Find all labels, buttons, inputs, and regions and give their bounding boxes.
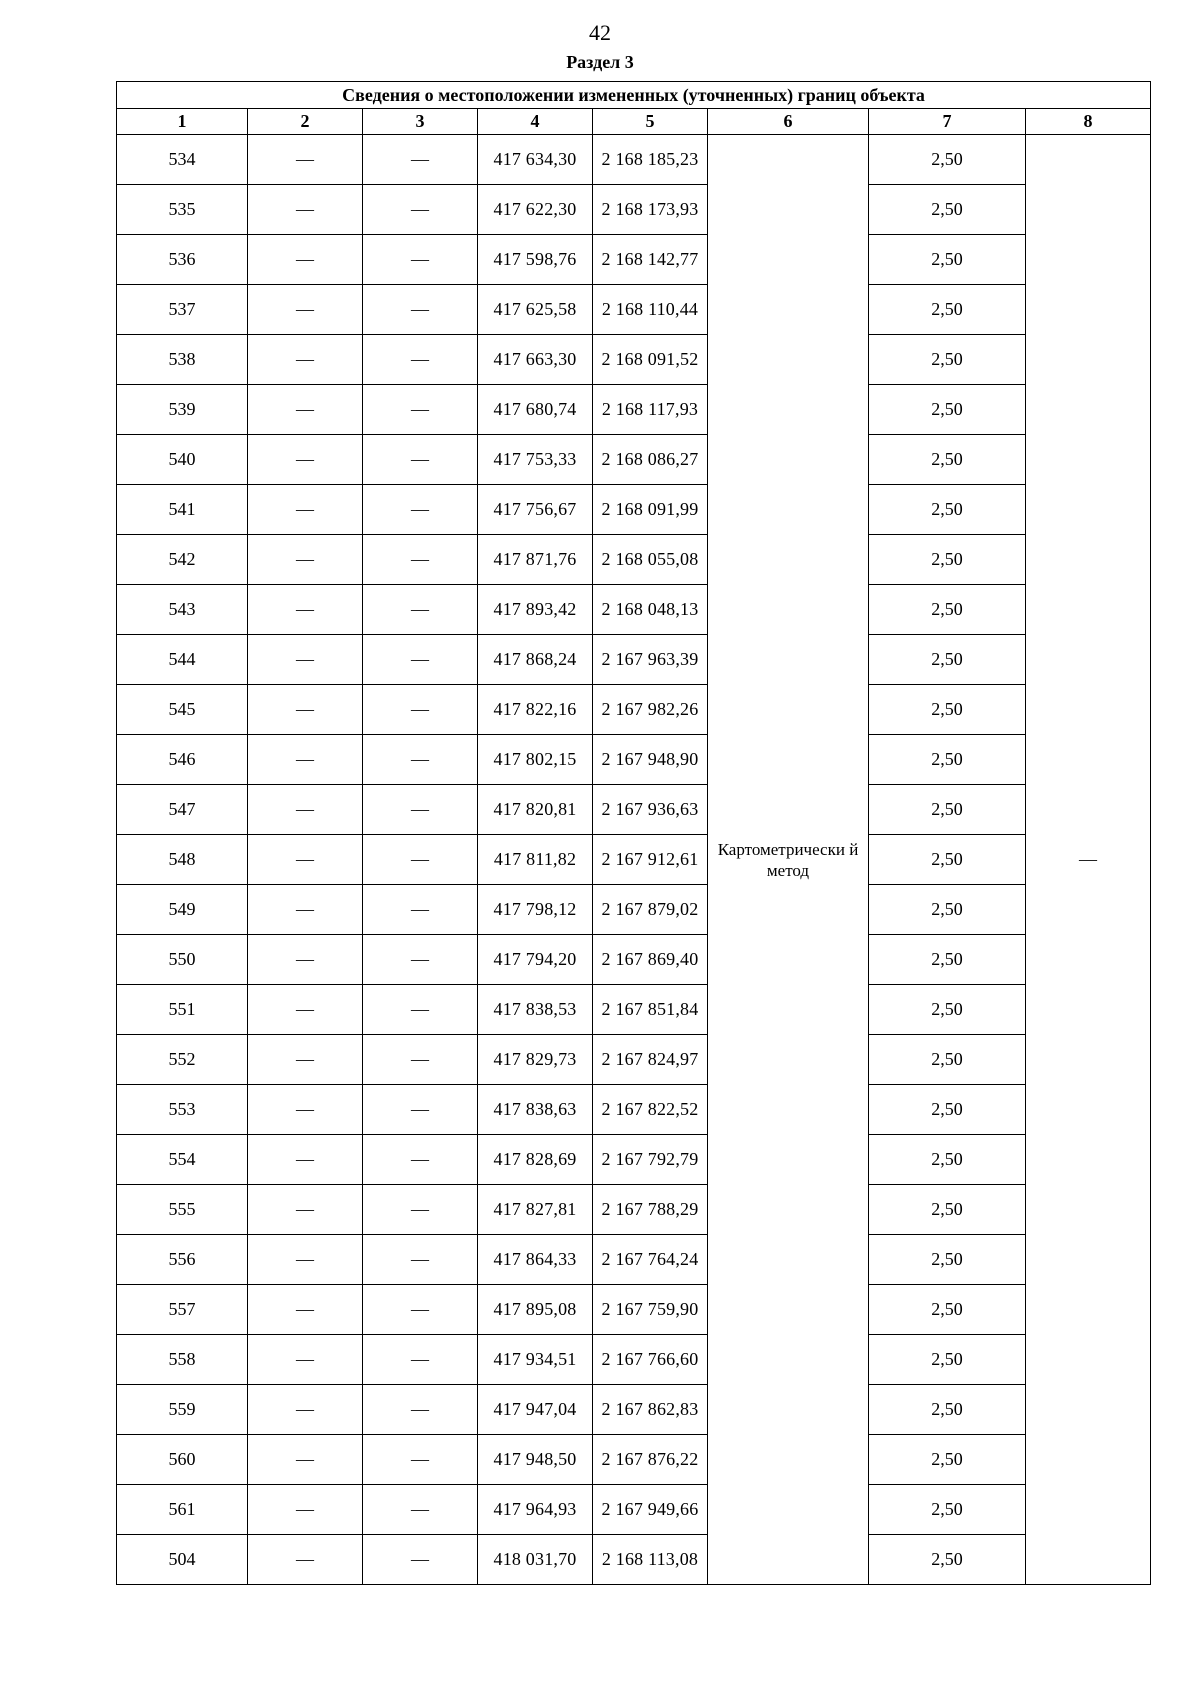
column-3-cell: — — [363, 185, 478, 235]
table-row — [117, 1535, 1151, 1585]
column-2-cell: — — [248, 1485, 363, 1535]
x-coordinate-cell: 417 871,76 — [478, 535, 593, 585]
accuracy-cell: 2,50 — [869, 685, 1026, 735]
point-number-cell: 534 — [117, 135, 248, 185]
method-cell: Картометрически й метод — [708, 135, 869, 1585]
y-coordinate-cell: 2 167 851,84 — [593, 985, 708, 1035]
y-coordinate-cell: 2 167 876,22 — [593, 1435, 708, 1485]
table-row — [117, 285, 1151, 335]
x-coordinate-cell: 417 828,69 — [478, 1135, 593, 1185]
column-3-cell: — — [363, 685, 478, 735]
x-coordinate-cell: 417 838,53 — [478, 985, 593, 1035]
column-number-header: 4 — [478, 109, 593, 135]
x-coordinate-cell: 417 964,93 — [478, 1485, 593, 1535]
x-coordinate-cell: 417 827,81 — [478, 1185, 593, 1235]
column-3-cell: — — [363, 1035, 478, 1085]
point-number-cell: 551 — [117, 985, 248, 1035]
column-2-cell: — — [248, 935, 363, 985]
point-number-cell: 550 — [117, 935, 248, 985]
column-2-cell: — — [248, 585, 363, 635]
table-row — [117, 1085, 1151, 1135]
y-coordinate-cell: 2 168 113,08 — [593, 1535, 708, 1585]
x-coordinate-cell: 417 798,12 — [478, 885, 593, 935]
accuracy-cell: 2,50 — [869, 535, 1026, 585]
y-coordinate-cell: 2 167 936,63 — [593, 785, 708, 835]
x-coordinate-cell: 417 753,33 — [478, 435, 593, 485]
y-coordinate-cell: 2 168 110,44 — [593, 285, 708, 335]
table-row — [117, 1485, 1151, 1535]
accuracy-cell: 2,50 — [869, 785, 1026, 835]
accuracy-cell: 2,50 — [869, 935, 1026, 985]
point-number-cell: 554 — [117, 1135, 248, 1185]
column-2-cell: — — [248, 685, 363, 735]
column-8-cell: — — [1026, 135, 1151, 1585]
column-3-cell: — — [363, 285, 478, 335]
x-coordinate-cell: 417 895,08 — [478, 1285, 593, 1335]
column-3-cell: — — [363, 335, 478, 385]
accuracy-cell: 2,50 — [869, 1335, 1026, 1385]
accuracy-cell: 2,50 — [869, 985, 1026, 1035]
x-coordinate-cell: 417 802,15 — [478, 735, 593, 785]
column-2-cell: — — [248, 335, 363, 385]
point-number-cell: 539 — [117, 385, 248, 435]
column-2-cell: — — [248, 385, 363, 435]
point-number-cell: 542 — [117, 535, 248, 585]
table-row — [117, 385, 1151, 435]
y-coordinate-cell: 2 167 824,97 — [593, 1035, 708, 1085]
accuracy-cell: 2,50 — [869, 335, 1026, 385]
column-2-cell: — — [248, 1335, 363, 1385]
column-2-cell: — — [248, 885, 363, 935]
accuracy-cell: 2,50 — [869, 135, 1026, 185]
table-caption: Сведения о местоположении измененных (уточненных) границ объекта — [117, 82, 1151, 109]
accuracy-cell: 2,50 — [869, 1485, 1026, 1535]
column-3-cell: — — [363, 735, 478, 785]
column-3-cell: — — [363, 1235, 478, 1285]
y-coordinate-cell: 2 168 091,99 — [593, 485, 708, 535]
point-number-cell: 537 — [117, 285, 248, 335]
y-coordinate-cell: 2 168 117,93 — [593, 385, 708, 435]
y-coordinate-cell: 2 167 792,79 — [593, 1135, 708, 1185]
column-3-cell: — — [363, 1435, 478, 1485]
y-coordinate-cell: 2 168 086,27 — [593, 435, 708, 485]
accuracy-cell: 2,50 — [869, 735, 1026, 785]
table-row — [117, 1185, 1151, 1235]
column-2-cell: — — [248, 435, 363, 485]
point-number-cell: 560 — [117, 1435, 248, 1485]
column-number-header: 8 — [1026, 109, 1151, 135]
accuracy-cell: 2,50 — [869, 185, 1026, 235]
column-number-header: 3 — [363, 109, 478, 135]
x-coordinate-cell: 417 811,82 — [478, 835, 593, 885]
x-coordinate-cell: 417 947,04 — [478, 1385, 593, 1435]
accuracy-cell: 2,50 — [869, 1085, 1026, 1135]
point-number-cell: 536 — [117, 235, 248, 285]
x-coordinate-cell: 417 820,81 — [478, 785, 593, 835]
column-2-cell: — — [248, 1435, 363, 1485]
accuracy-cell: 2,50 — [869, 635, 1026, 685]
column-2-cell: — — [248, 1535, 363, 1585]
page-number: 42 — [589, 20, 611, 45]
table-row — [117, 1285, 1151, 1335]
x-coordinate-cell: 417 868,24 — [478, 635, 593, 685]
y-coordinate-cell: 2 167 982,26 — [593, 685, 708, 735]
column-3-cell: — — [363, 485, 478, 535]
y-coordinate-cell: 2 167 879,02 — [593, 885, 708, 935]
column-2-cell: — — [248, 185, 363, 235]
y-coordinate-cell: 2 167 788,29 — [593, 1185, 708, 1235]
column-3-cell: — — [363, 1085, 478, 1135]
column-2-cell: — — [248, 1085, 363, 1135]
column-3-cell: — — [363, 635, 478, 685]
y-coordinate-cell: 2 167 948,90 — [593, 735, 708, 785]
y-coordinate-cell: 2 167 766,60 — [593, 1335, 708, 1385]
point-number-cell: 545 — [117, 685, 248, 735]
x-coordinate-cell: 417 794,20 — [478, 935, 593, 985]
column-3-cell: — — [363, 1485, 478, 1535]
point-number-cell: 552 — [117, 1035, 248, 1085]
column-3-cell: — — [363, 1185, 478, 1235]
table-row — [117, 985, 1151, 1035]
column-2-cell: — — [248, 735, 363, 785]
column-2-cell: — — [248, 1185, 363, 1235]
y-coordinate-cell: 2 168 091,52 — [593, 335, 708, 385]
accuracy-cell: 2,50 — [869, 1435, 1026, 1485]
table-row — [117, 635, 1151, 685]
y-coordinate-cell: 2 167 912,61 — [593, 835, 708, 885]
accuracy-cell: 2,50 — [869, 485, 1026, 535]
table-row — [117, 135, 1151, 185]
accuracy-cell: 2,50 — [869, 585, 1026, 635]
point-number-cell: 561 — [117, 1485, 248, 1535]
point-number-cell: 547 — [117, 785, 248, 835]
column-3-cell: — — [363, 385, 478, 435]
table-row — [117, 235, 1151, 285]
point-number-cell: 546 — [117, 735, 248, 785]
point-number-cell: 538 — [117, 335, 248, 385]
table-row — [117, 735, 1151, 785]
column-2-cell: — — [248, 1285, 363, 1335]
table-row — [117, 485, 1151, 535]
point-number-cell: 548 — [117, 835, 248, 885]
accuracy-cell: 2,50 — [869, 385, 1026, 435]
x-coordinate-cell: 417 934,51 — [478, 1335, 593, 1385]
accuracy-cell: 2,50 — [869, 1235, 1026, 1285]
accuracy-cell: 2,50 — [869, 285, 1026, 335]
y-coordinate-cell: 2 167 963,39 — [593, 635, 708, 685]
point-number-cell: 504 — [117, 1535, 248, 1585]
accuracy-cell: 2,50 — [869, 435, 1026, 485]
y-coordinate-cell: 2 167 869,40 — [593, 935, 708, 985]
y-coordinate-cell: 2 167 949,66 — [593, 1485, 708, 1535]
table-row — [117, 535, 1151, 585]
x-coordinate-cell: 417 829,73 — [478, 1035, 593, 1085]
y-coordinate-cell: 2 168 055,08 — [593, 535, 708, 585]
point-number-cell: 549 — [117, 885, 248, 935]
point-number-cell: 540 — [117, 435, 248, 485]
column-3-cell: — — [363, 1335, 478, 1385]
x-coordinate-cell: 417 598,76 — [478, 235, 593, 285]
column-3-cell: — — [363, 135, 478, 185]
column-2-cell: — — [248, 535, 363, 585]
column-3-cell: — — [363, 985, 478, 1035]
table-row — [117, 585, 1151, 635]
table-row — [117, 785, 1151, 835]
column-number-header: 6 — [708, 109, 869, 135]
column-3-cell: — — [363, 585, 478, 635]
point-number-cell: 558 — [117, 1335, 248, 1385]
point-number-cell: 535 — [117, 185, 248, 235]
table-row — [117, 885, 1151, 935]
y-coordinate-cell: 2 167 759,90 — [593, 1285, 708, 1335]
column-3-cell: — — [363, 785, 478, 835]
x-coordinate-cell: 417 663,30 — [478, 335, 593, 385]
point-number-cell: 553 — [117, 1085, 248, 1135]
table-row — [117, 1335, 1151, 1385]
boundary-coordinates-table — [116, 81, 1151, 1585]
column-3-cell: — — [363, 885, 478, 935]
table-row — [117, 1035, 1151, 1085]
column-number-header: 1 — [117, 109, 248, 135]
x-coordinate-cell: 417 838,63 — [478, 1085, 593, 1135]
column-3-cell: — — [363, 1285, 478, 1335]
point-number-cell: 544 — [117, 635, 248, 685]
x-coordinate-cell: 417 634,30 — [478, 135, 593, 185]
accuracy-cell: 2,50 — [869, 1285, 1026, 1335]
table-row — [117, 935, 1151, 985]
table-row — [117, 835, 1151, 885]
table-body — [117, 135, 1151, 1585]
column-3-cell: — — [363, 835, 478, 885]
y-coordinate-cell: 2 168 048,13 — [593, 585, 708, 635]
column-number-header: 2 — [248, 109, 363, 135]
y-coordinate-cell: 2 167 862,83 — [593, 1385, 708, 1435]
column-number-header: 5 — [593, 109, 708, 135]
column-2-cell: — — [248, 135, 363, 185]
table-row — [117, 1135, 1151, 1185]
point-number-cell: 555 — [117, 1185, 248, 1235]
column-2-cell: — — [248, 835, 363, 885]
x-coordinate-cell: 417 864,33 — [478, 1235, 593, 1285]
x-coordinate-cell: 417 625,58 — [478, 285, 593, 335]
y-coordinate-cell: 2 168 185,23 — [593, 135, 708, 185]
column-3-cell: — — [363, 1135, 478, 1185]
column-2-cell: — — [248, 235, 363, 285]
column-2-cell: — — [248, 285, 363, 335]
table-row — [117, 1235, 1151, 1285]
x-coordinate-cell: 417 756,67 — [478, 485, 593, 535]
accuracy-cell: 2,50 — [869, 835, 1026, 885]
column-3-cell: — — [363, 1535, 478, 1585]
column-number-header: 7 — [869, 109, 1026, 135]
column-2-cell: — — [248, 1135, 363, 1185]
point-number-cell: 543 — [117, 585, 248, 635]
point-number-cell: 559 — [117, 1385, 248, 1435]
point-number-cell: 557 — [117, 1285, 248, 1335]
column-number-row — [117, 109, 1151, 135]
table-row — [117, 435, 1151, 485]
x-coordinate-cell: 417 622,30 — [478, 185, 593, 235]
accuracy-cell: 2,50 — [869, 1535, 1026, 1585]
y-coordinate-cell: 2 167 764,24 — [593, 1235, 708, 1285]
table-row — [117, 335, 1151, 385]
column-2-cell: — — [248, 635, 363, 685]
table-row — [117, 1385, 1151, 1435]
column-2-cell: — — [248, 785, 363, 835]
column-2-cell: — — [248, 1385, 363, 1435]
section-title: Раздел 3 — [566, 52, 634, 72]
table-row — [117, 1435, 1151, 1485]
accuracy-cell: 2,50 — [869, 1185, 1026, 1235]
column-3-cell: — — [363, 935, 478, 985]
accuracy-cell: 2,50 — [869, 885, 1026, 935]
y-coordinate-cell: 2 168 173,93 — [593, 185, 708, 235]
table-row — [117, 685, 1151, 735]
point-number-cell: 556 — [117, 1235, 248, 1285]
x-coordinate-cell: 417 948,50 — [478, 1435, 593, 1485]
point-number-cell: 541 — [117, 485, 248, 535]
y-coordinate-cell: 2 167 822,52 — [593, 1085, 708, 1135]
x-coordinate-cell: 417 822,16 — [478, 685, 593, 735]
column-3-cell: — — [363, 1385, 478, 1435]
x-coordinate-cell: 417 680,74 — [478, 385, 593, 435]
x-coordinate-cell: 418 031,70 — [478, 1535, 593, 1585]
column-3-cell: — — [363, 235, 478, 285]
y-coordinate-cell: 2 168 142,77 — [593, 235, 708, 285]
accuracy-cell: 2,50 — [869, 1385, 1026, 1435]
accuracy-cell: 2,50 — [869, 235, 1026, 285]
column-3-cell: — — [363, 535, 478, 585]
column-2-cell: — — [248, 1035, 363, 1085]
table-row — [117, 185, 1151, 235]
column-2-cell: — — [248, 985, 363, 1035]
x-coordinate-cell: 417 893,42 — [478, 585, 593, 635]
accuracy-cell: 2,50 — [869, 1035, 1026, 1085]
column-2-cell: — — [248, 1235, 363, 1285]
accuracy-cell: 2,50 — [869, 1135, 1026, 1185]
column-3-cell: — — [363, 435, 478, 485]
column-2-cell: — — [248, 485, 363, 535]
